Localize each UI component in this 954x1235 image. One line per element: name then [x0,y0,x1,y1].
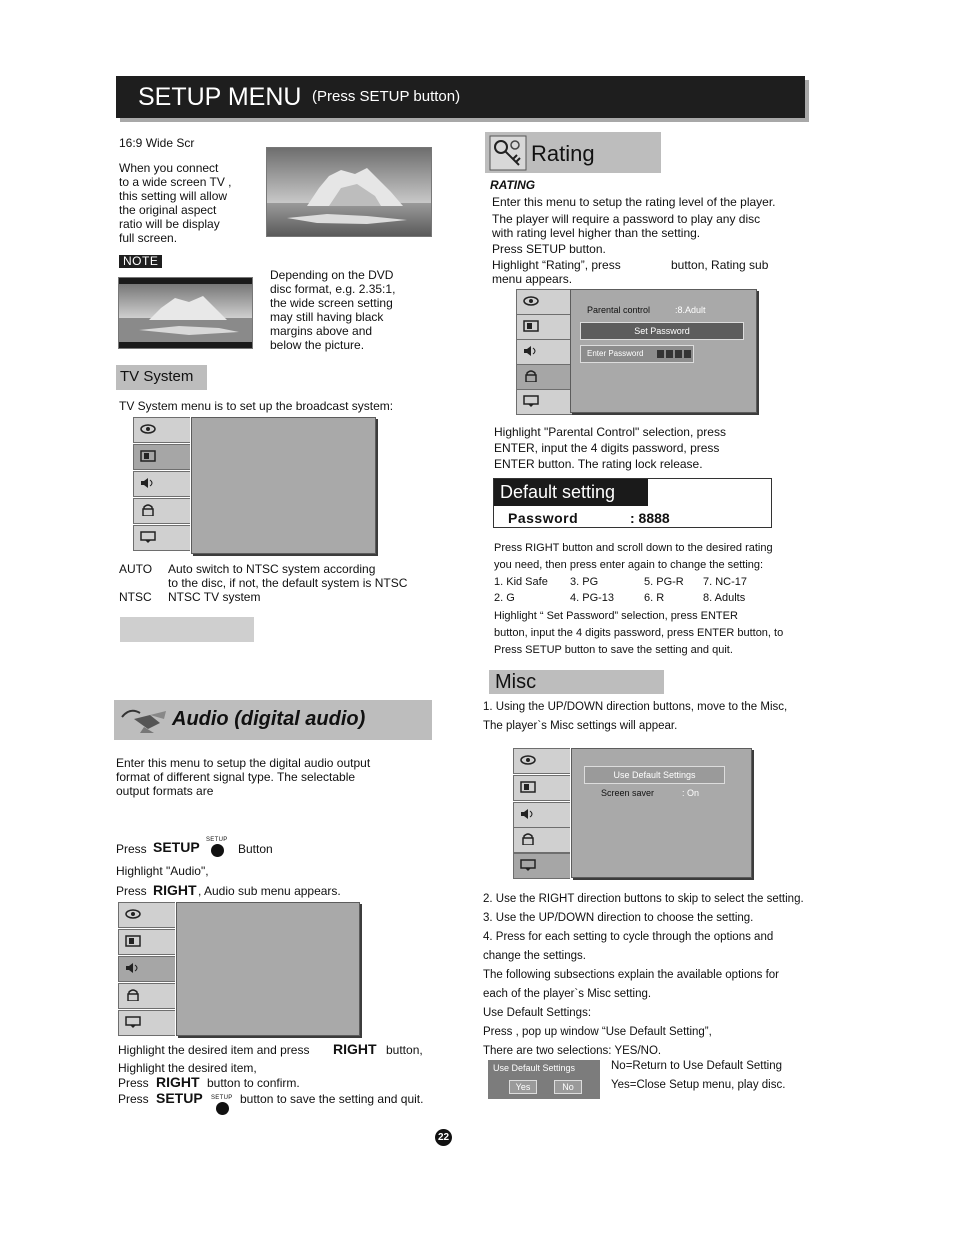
tv-icon [140,450,156,462]
menu-icon-video[interactable] [516,314,573,340]
menu-icon-video[interactable] [133,444,190,470]
default-setting-title: Default setting [494,479,648,506]
button-label-1: Button [238,842,273,856]
setup-key-2: SETUP [156,1090,203,1106]
lock-icon [125,989,141,1001]
note-badge: NOTE [119,255,162,268]
menu-icon-audio[interactable] [118,956,175,982]
audio-submenu-text: , Audio sub menu appears. [198,884,341,898]
misc-icon [140,531,156,543]
menu-icon-audio[interactable] [133,471,190,497]
tv-system-intro: TV System menu is to set up the broadcast system: [119,399,394,413]
eye-icon [523,295,539,307]
lock-icon [523,370,539,382]
auto-desc: Auto switch to NTSC system according to the disc, if not, the default system is NTSC [168,562,408,590]
audio-title: Audio (digital audio) [172,708,366,730]
highlight-audio: Highlight "Audio", [116,864,209,878]
save-text: button to save the setting and quit. [240,1092,424,1106]
eye-icon [140,423,156,435]
menu-icon-misc[interactable] [133,525,190,551]
iceberg-photo-small [118,277,253,349]
setup-small-label-2: SETUP [211,1095,233,1101]
popup-yes-button[interactable]: Yes [509,1080,537,1094]
setup-small-label-1: SETUP [206,837,228,843]
menu-icon-rating[interactable] [513,827,570,853]
tv-system-title: TV System [120,368,194,385]
tv-icon [523,320,539,332]
rating-levels-intro: Press RIGHT button and scroll down to the desired rating you need, then press enter again to change the setting: [494,542,773,571]
menu-icon-rating[interactable] [133,498,190,524]
level-item: 6. R [644,592,665,604]
misc-icon [520,859,536,871]
audio-heading [114,700,432,740]
right-key-3: RIGHT [156,1074,200,1090]
misc-steps: 2. Use the RIGHT direction buttons to skip to select the setting. 3. Use the UP/DOWN direction to choose the setting. 4. Press for each setting to cycle through the options and change the settings. The following subsections explain the available options for each of the player`s Misc setting. Use Default Settings: Press , pop up window “Use Default Setting”, There are two selections: YES/NO. [483,893,804,1057]
speaker-icon [523,345,539,357]
menu-icon-audio[interactable] [513,802,570,828]
menu-icon-general[interactable] [118,902,175,928]
button-label-2: button, [386,1043,423,1057]
eye-icon [125,908,141,920]
satellite-icon [120,705,170,735]
press-label-3: Press [118,1076,149,1090]
misc-icon [523,395,539,407]
keys-icon [489,135,527,171]
popup-title: Use Default Settings [493,1063,576,1073]
popup-no-button[interactable]: No [554,1080,582,1094]
parental-control-label: Parental control [587,305,651,315]
rating-subheading: RATING [490,178,536,192]
screen-saver-label: Screen saver [601,788,655,798]
menu-icon-general[interactable] [133,417,190,443]
tv-system-panel [191,417,376,554]
misc-title: Misc [495,671,537,693]
rating-line-2: The player will require a password to play any disc with rating level higher than the setting. [492,212,761,240]
rating-line-4a: Highlight “Rating”, press [492,258,621,272]
rating-line-4c: menu appears. [492,272,573,286]
set-password-instructions: Highlight “ Set Password” selection, press ENTER button, input the 4 digits password, press ENTER button, to Press SETUP button to save the setting and quit. [494,610,784,656]
iceberg-photo-large [266,147,432,237]
parental-instructions: Highlight "Parental Control" selection, press ENTER, input the 4 digits password, press ENTER button. The rating lock release. [494,425,726,471]
default-settings-popup [488,1060,600,1099]
wide-heading: 16:9 Wide Scr [119,136,195,150]
auto-key: AUTO [119,562,153,576]
rating-line-3: Press SETUP button. [492,242,606,256]
blank-gray-box [120,617,254,642]
right-key-1: RIGHT [153,882,197,898]
use-default-settings-item[interactable]: Use Default Settings [584,766,725,784]
setup-button-dot-1 [211,844,224,857]
default-setting-box [493,478,772,528]
password-label: Password [508,510,579,526]
enter-password-label: Enter Password [587,349,644,358]
menu-icon-video[interactable] [118,929,175,955]
menu-icon-misc[interactable] [118,1010,175,1036]
rating-heading [485,132,661,173]
misc-panel [571,748,752,878]
tv-icon [520,781,536,793]
level-item: 1. Kid Safe [494,576,548,588]
yes-desc: Yes=Close Setup menu, play disc. [611,1079,786,1091]
level-item: 4. PG-13 [570,592,615,604]
menu-icon-video[interactable] [513,775,570,801]
misc-icon [125,1016,141,1028]
pw-digit-1 [657,350,664,358]
page-subtitle: (Press SETUP button) [312,88,461,105]
speaker-icon [140,477,156,489]
rating-panel [570,289,757,413]
ntsc-desc: NTSC TV system [168,590,261,604]
page-header [116,76,805,118]
menu-icon-misc[interactable] [516,389,573,415]
parental-control-value: :8.Adult [675,305,706,315]
menu-icon-audio[interactable] [516,339,573,365]
password-value: : 8888 [630,510,670,526]
pw-digit-3 [675,350,682,358]
press-label-2: Press [116,884,147,898]
tv-icon [125,935,141,947]
rating-line-4b: button, Rating sub [671,258,769,272]
note-body: Depending on the DVD disc format, e.g. 2.35:1, the wide screen setting may still having black margins above and below the picture. [270,268,396,352]
misc-heading [489,670,664,694]
ntsc-key: NTSC [119,590,152,604]
tv-system-heading [116,365,207,390]
highlight-desired-1: Highlight the desired item and press [118,1043,310,1057]
pw-digit-4 [684,350,691,358]
speaker-icon [520,808,536,820]
no-desc: No=Return to Use Default Setting [611,1060,782,1072]
setup-key-1: SETUP [153,839,200,855]
audio-panel [176,902,360,1036]
rating-title: Rating [531,141,595,166]
press-label-1: Press [116,842,147,856]
level-item: 3. PG [570,576,599,588]
level-item: 7. NC-17 [703,576,748,588]
right-key-2: RIGHT [333,1041,377,1057]
pw-digit-2 [666,350,673,358]
page-title: SETUP MENU [138,83,302,111]
level-item: 2. G [494,592,515,604]
menu-icon-rating[interactable] [118,983,175,1009]
press-label-4: Press [118,1092,149,1106]
set-password-item[interactable]: Set Password [580,322,744,340]
misc-step-1: 1. Using the UP/DOWN direction buttons, move to the Misc, The player`s Misc settings will appear. [483,701,788,732]
rating-line-1: Enter this menu to setup the rating level of the player. [492,195,776,209]
lock-icon [520,833,536,845]
wide-body: When you connect to a wide screen TV , this setting will allow the original aspect ratio will be display full screen. [119,161,232,245]
confirm-text: button to confirm. [207,1076,300,1090]
audio-intro: Enter this menu to setup the digital audio output format of different signal type. The selectable output formats are [116,756,371,798]
level-item: 8. Adults [703,592,746,604]
eye-icon [520,754,536,766]
menu-icon-rating[interactable] [516,364,573,390]
highlight-desired-2: Highlight the desired item, [118,1061,257,1075]
menu-icon-misc[interactable] [513,853,570,879]
menu-icon-general[interactable] [516,289,573,315]
enter-password-field[interactable] [580,345,694,363]
lock-icon [140,504,156,516]
menu-icon-general[interactable] [513,748,570,774]
speaker-icon [125,962,141,974]
page-number: 22 [435,1129,452,1146]
setup-button-dot-2 [216,1102,229,1115]
level-item: 5. PG-R [644,576,684,588]
screen-saver-value: : On [682,788,700,798]
